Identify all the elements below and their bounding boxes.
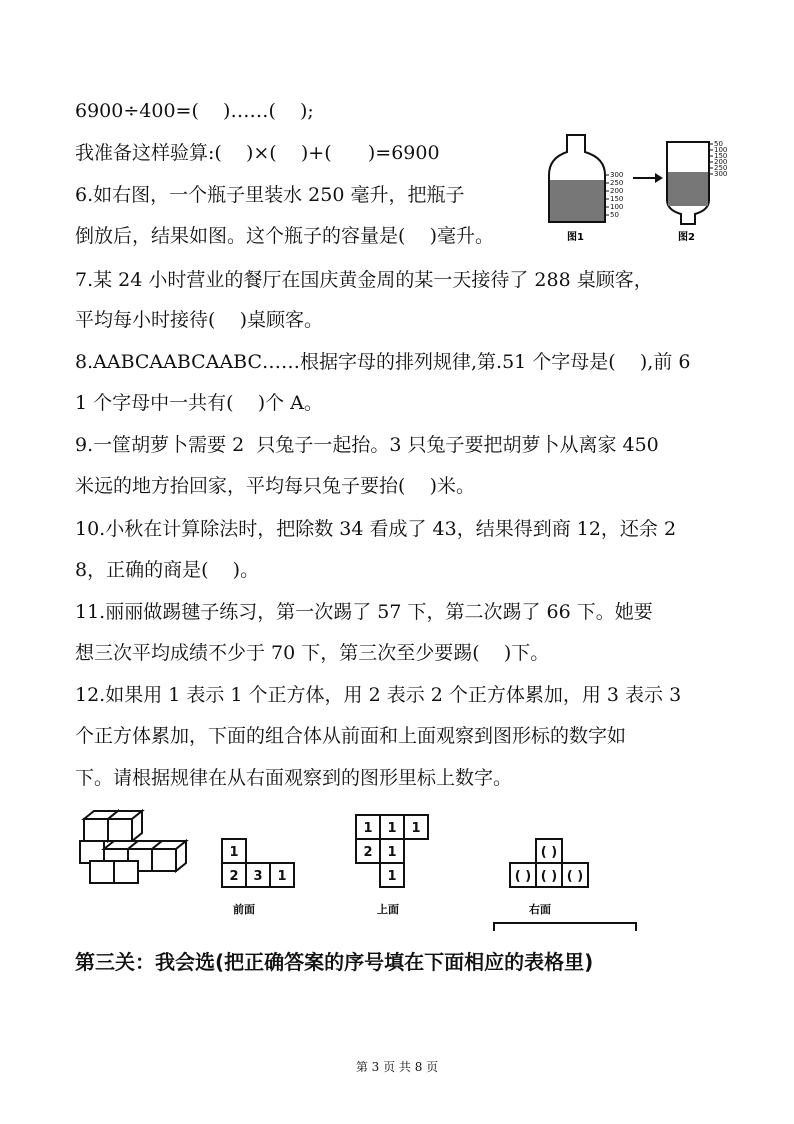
fig1-label: 图1 [567,232,584,243]
right-view-blank: ( ) [566,869,584,884]
bottle-2-water [668,172,708,206]
right-view-blank: ( ) [514,869,532,884]
table-edge [494,923,636,931]
front-view-label: 前面 [233,903,255,916]
top-view [356,815,428,916]
right-view-blank: ( ) [540,869,558,884]
question-11-line-2: 想三次平均成绩不少于 70 下，第三次至少要踢( )下。 [75,642,550,664]
front-view-cell: 3 [253,869,263,884]
cube-figure [70,805,640,935]
cube-composite [80,811,186,883]
question-6-line-1: 6.如右图，一个瓶子里装水 250 毫升，把瓶子 [75,184,465,206]
question-9-line-2: 米远的地方抬回家，平均每只兔子要抬( )米。 [75,475,475,497]
question-12-line-2: 个正方体累加，下面的组合体从前面和上面观察到图形标的数字如 [75,725,627,747]
question-7-line-2: 平均每小时接待( )桌顾客。 [75,309,323,331]
question-12-line-3: 下。请根据规律在从右面观察到的图形里标上数字。 [75,767,513,789]
top-view-cell: 1 [411,821,421,836]
page-footer: 第 3 页 共 8 页 [355,1060,439,1074]
fig2-scale-250: 250 [714,164,728,172]
top-view-cell: 1 [387,821,397,836]
question-7-line-1: 7.某 24 小时营业的餐厅在国庆黄金周的某一天接待了 288 桌顾客， [75,269,653,291]
fig1-scale-150: 150 [610,195,624,203]
question-8-line-2: 1 个字母中一共有( )个 A。 [75,392,323,414]
question-11-line-1: 11.丽丽做踢毽子练习，第一次踢了 57 下，第二次踢了 66 下。她要 [75,601,653,623]
question-10-line-2: 8，正确的商是( )。 [75,559,260,581]
section-3-heading: 第三关：我会选(把正确答案的序号填在下面相应的表格里) [75,950,594,974]
fig1-scale-200: 200 [610,187,624,195]
top-view-cell: 2 [363,845,373,860]
fig1-scale-50: 50 [610,211,619,219]
question-6-line-2: 倒放后，结果如图。这个瓶子的容量是( )毫升。 [75,225,494,247]
question-5-check: 我准备这样验算:( )×( )+( )=6900 [75,142,440,164]
front-view [222,839,294,916]
bottle-1 [549,135,623,243]
fig1-scale-100: 100 [610,203,624,211]
top-view-cell: 1 [387,869,397,884]
fig1-scale-300: 300 [610,171,624,179]
bottle-figure [545,130,730,245]
fig2-scale-300: 300 [714,170,728,178]
fig2-label: 图2 [678,232,695,243]
fig2-scale-200: 200 [714,158,728,166]
question-12-line-1: 12.如果用 1 表示 1 个正方体，用 2 表示 2 个正方体累加，用 3 表示 3 [75,684,682,706]
front-view-cell: 1 [277,869,287,884]
bottle-1-water [550,180,604,221]
arrow-icon [633,173,663,183]
top-view-label: 上面 [377,903,399,916]
fig2-scale-150: 150 [714,152,728,160]
fig2-scale-100: 100 [714,146,728,154]
fig2-scale-50: 50 [714,140,723,148]
question-8-line-1: 8.AABCAABCAABC……根据字母的排列规律,第.51 个字母是( ),前 6 [75,351,691,373]
right-view-label: 右面 [529,903,551,916]
question-9-line-1: 9.一筐胡萝卜需要 2 只兔子一起抬。3 只兔子要把胡萝卜从离家 450 [75,434,659,456]
front-view-cell: 2 [229,869,239,884]
question-5-division: 6900÷400=( )……( ); [75,100,314,122]
right-view-blank: ( ) [540,845,558,860]
question-10-line-1: 10.小秋在计算除法时，把除数 34 看成了 43，结果得到商 12，还余 2 [75,518,677,540]
fig1-scale-250: 250 [610,179,624,187]
front-view-cell: 1 [229,845,239,860]
top-view-cell: 1 [363,821,373,836]
right-view [494,839,636,931]
top-view-cell: 1 [387,845,397,860]
bottle-2 [667,140,727,243]
